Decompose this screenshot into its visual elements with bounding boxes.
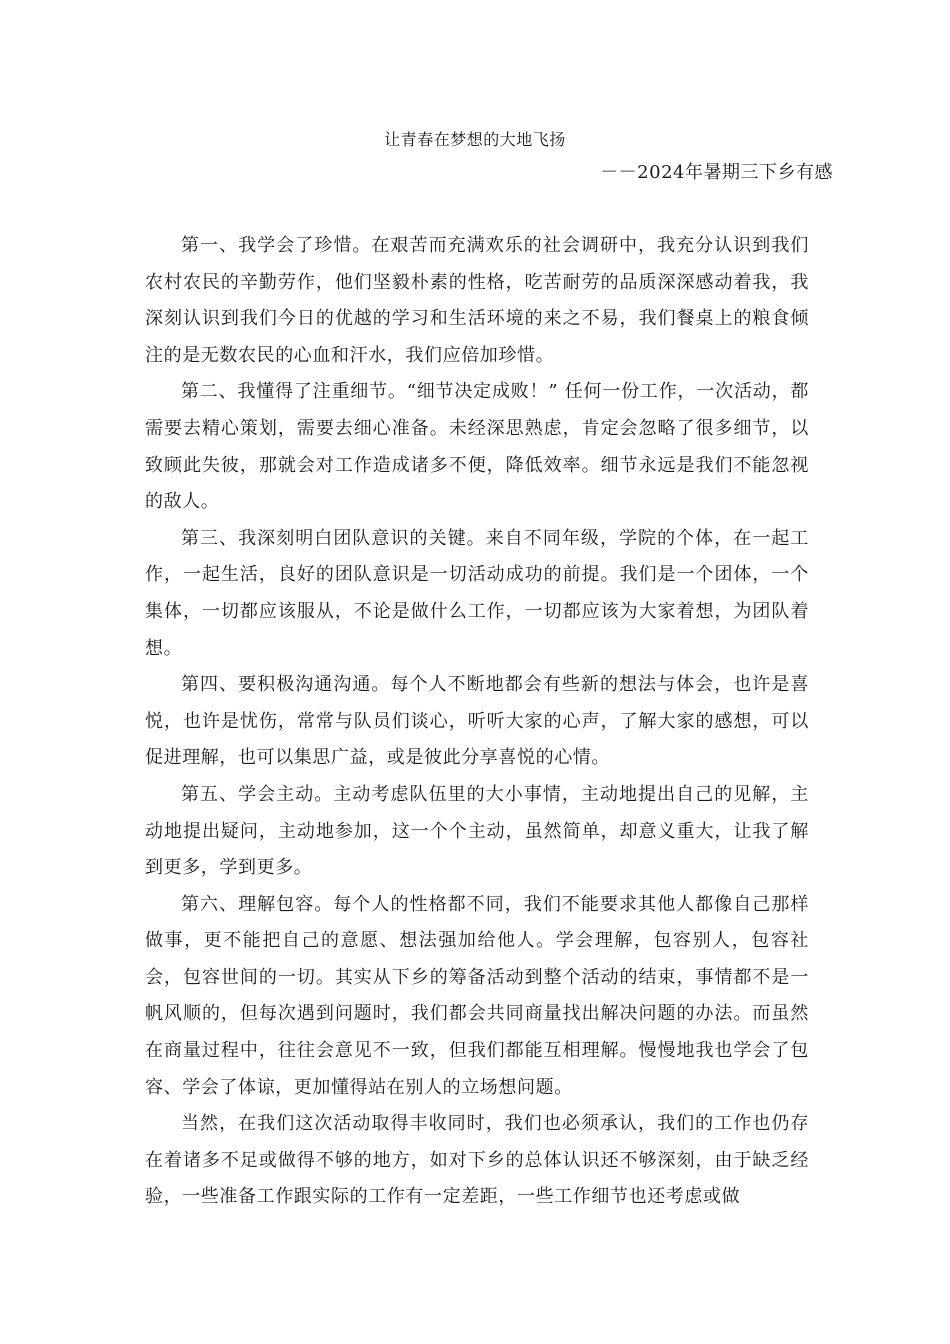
paragraph-cherish: 第一、我学会了珍惜。在艰苦而充满欢乐的社会调研中，我充分认识到我们农村农民的辛勤劳作，他们坚毅朴素的性格，吃苦耐劳的品质深深感动着我，我深刻认识到我们今日的优越的学习和生活环境的来之不易，我们餐桌上的粮食倾注的是无数农民的心血和汗水，我们应倍加珍惜。 (145, 235, 809, 366)
document-body (145, 228, 809, 1216)
paragraph-teamwork: 第三、我深刻明白团队意识的关键。来自不同年级，学院的个体，在一起工作，一起生活，良好的团队意识是一切活动成功的前提。我们是一个团体，一个集体，一切都应该服从，不论是做什么工作，一切都应该为大家着想，为团队着想。 (145, 527, 809, 659)
paragraph-shortcomings: 当然，在我们这次活动取得丰收同时，我们也必须承认，我们的工作也仍存在着诸多不足或做得不够的地方，如对下乡的总体认识还不够深刻，由于缺乏经验，一些准备工作跟实际的工作有一定差距，一些工作细节也还考虑或做 (145, 1113, 809, 1208)
paragraph-details: 第二、我懂得了注重细节。“细节决定成败！” 任何一份工作，一次活动，都需要去精心策划，需要去细心准备。未经深思熟虑，肯定会忽略了很多细节，以致顾此失彼，那就会对工作造成诸多不便，降低效率。细节永远是我们不能忽视的敌人。 (145, 381, 809, 513)
document-title: 让青春在梦想的大地飞扬 (384, 130, 566, 149)
paragraph-tolerance: 第六、理解包容。每个人的性格都不同，我们不能要求其他人都像自己那样做事，更不能把自己的意愿、想法强加给他人。学会理解，包容别人，包容社会，包容世间的一切。其实从下乡的筹备活动到整个活动的结束，事情都不是一帆风顺的，但每次遇到问题时，我们都会共同商量找出解决问题的办法。而虽然在商量过程中，往往会意见不一致，但我们都能互相理解。慢慢地我也学会了包容、学会了体谅，更加懂得站在别人的立场想问题。 (145, 893, 809, 1098)
paragraph-initiative: 第五、学会主动。主动考虑队伍里的大小事情，主动地提出自己的见解，主动地提出疑问，主动地参加，这一个个主动，虽然简单，却意义重大，让我了解到更多，学到更多。 (145, 783, 809, 879)
document-subtitle: －－2024年暑期三下乡有感 (600, 162, 833, 183)
paragraph-communication: 第四、要积极沟通沟通。每个人不断地都会有些新的想法与体会，也许是喜悦，也许是忧伤，常常与队员们谈心，听听大家的心声，了解大家的感想，可以促进理解，也可以集思广益，或是彼此分享喜悦的心情。 (145, 674, 809, 769)
